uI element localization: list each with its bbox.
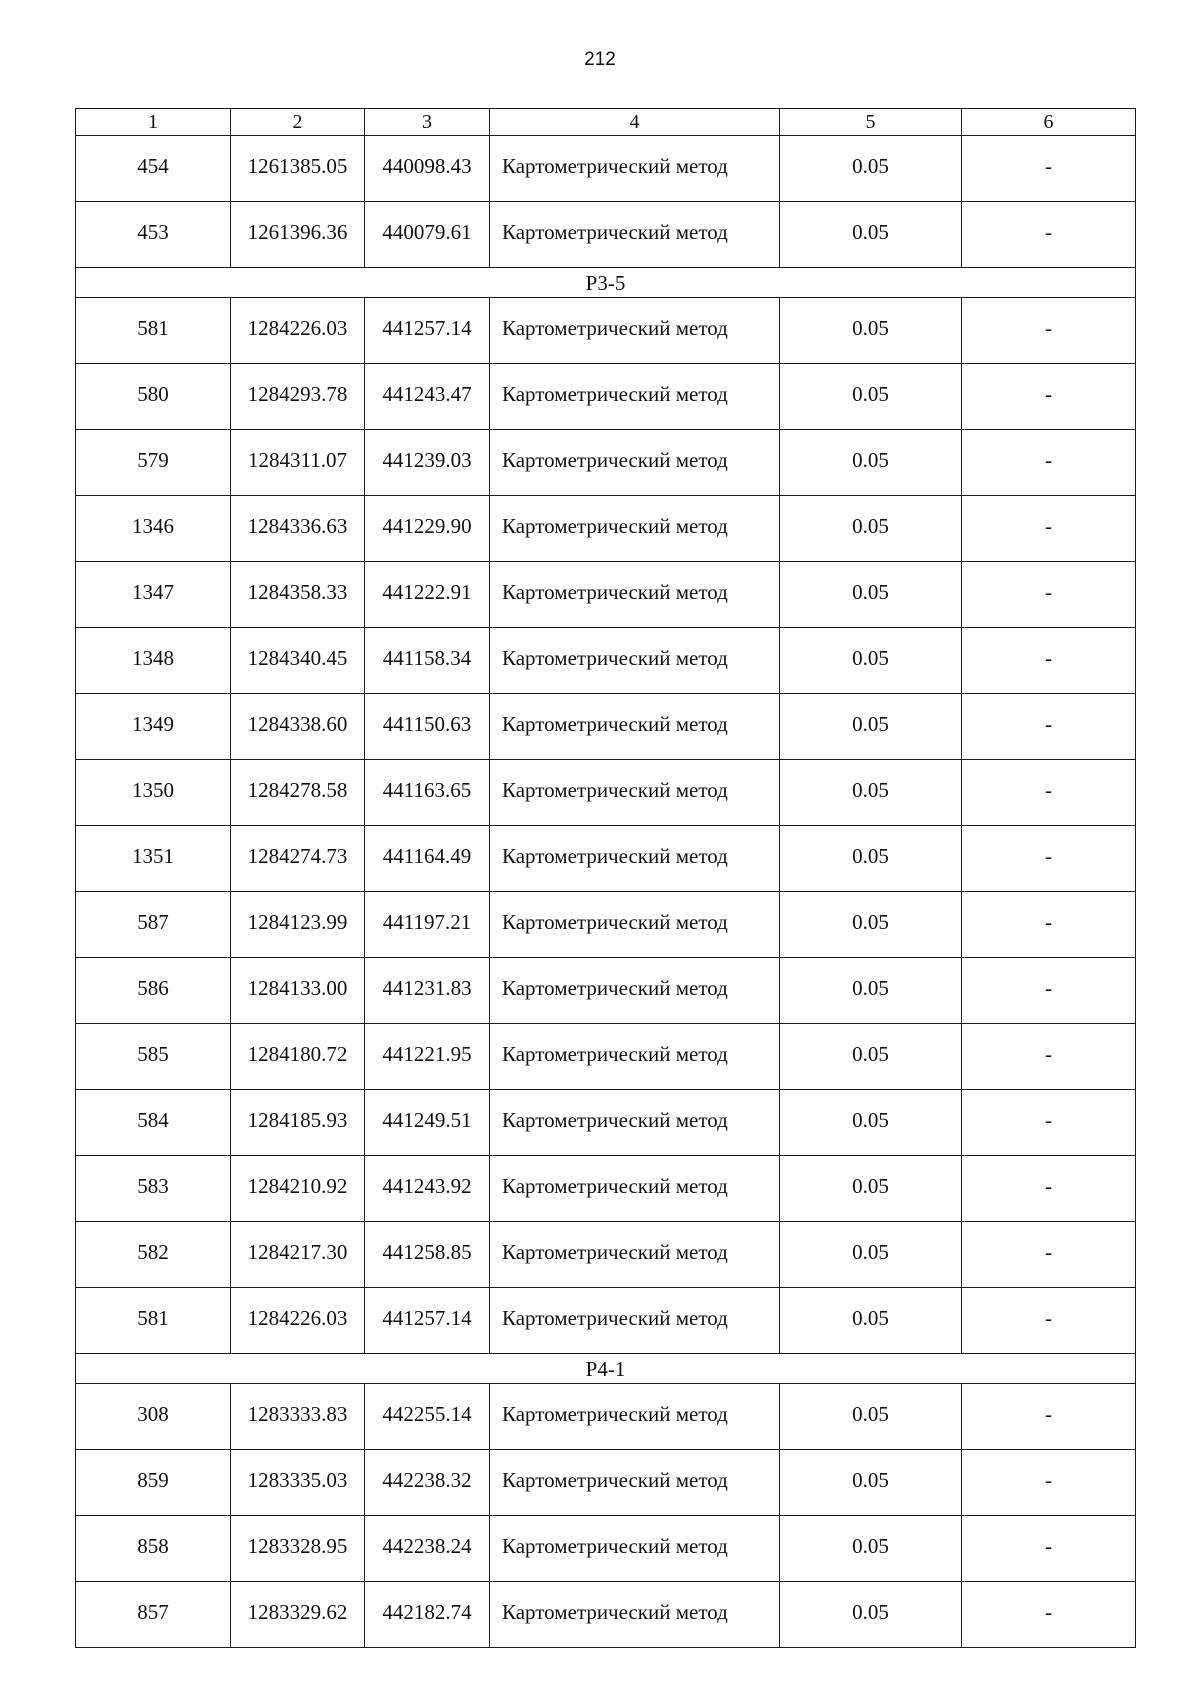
accuracy-cell: 0.05: [780, 496, 962, 562]
x-coordinate-cell: 1284338.60: [231, 694, 365, 760]
table-row: [76, 760, 1136, 826]
point-number-cell: 581: [76, 298, 231, 364]
column-header-4: 4: [490, 109, 780, 136]
method-cell: Картометрический метод: [490, 1156, 780, 1222]
y-coordinate-cell: 440098.43: [365, 136, 490, 202]
method-cell: Картометрический метод: [490, 1222, 780, 1288]
method-cell: Картометрический метод: [490, 1288, 780, 1354]
accuracy-cell: 0.05: [780, 694, 962, 760]
table-row: [76, 1582, 1136, 1648]
point-number-cell: 857: [76, 1582, 231, 1648]
point-number-cell: 1347: [76, 562, 231, 628]
x-coordinate-cell: 1284311.07: [231, 430, 365, 496]
accuracy-cell: 0.05: [780, 562, 962, 628]
table-row: [76, 496, 1136, 562]
accuracy-cell: 0.05: [780, 1288, 962, 1354]
y-coordinate-cell: 442238.32: [365, 1450, 490, 1516]
page-number: 212: [584, 49, 616, 70]
x-coordinate-cell: 1283333.83: [231, 1384, 365, 1450]
x-coordinate-cell: 1284226.03: [231, 298, 365, 364]
accuracy-cell: 0.05: [780, 892, 962, 958]
point-number-cell: 582: [76, 1222, 231, 1288]
y-coordinate-cell: 440079.61: [365, 202, 490, 268]
table-row: [76, 1156, 1136, 1222]
y-coordinate-cell: 441231.83: [365, 958, 490, 1024]
method-cell: Картометрический метод: [490, 958, 780, 1024]
table-row: [76, 694, 1136, 760]
x-coordinate-cell: 1284293.78: [231, 364, 365, 430]
y-coordinate-cell: 441221.95: [365, 1024, 490, 1090]
method-cell: Картометрический метод: [490, 1024, 780, 1090]
accuracy-cell: 0.05: [780, 202, 962, 268]
method-cell: Картометрический метод: [490, 1090, 780, 1156]
point-number-cell: 859: [76, 1450, 231, 1516]
y-coordinate-cell: 441243.47: [365, 364, 490, 430]
section-title-row: [76, 268, 1136, 298]
x-coordinate-cell: 1284358.33: [231, 562, 365, 628]
accuracy-cell: 0.05: [780, 1450, 962, 1516]
y-coordinate-cell: 442255.14: [365, 1384, 490, 1450]
y-coordinate-cell: 441257.14: [365, 298, 490, 364]
point-number-cell: 585: [76, 1024, 231, 1090]
note-cell: -: [962, 1090, 1136, 1156]
table-row: [76, 628, 1136, 694]
note-cell: -: [962, 136, 1136, 202]
method-cell: Картометрический метод: [490, 136, 780, 202]
point-number-cell: 308: [76, 1384, 231, 1450]
note-cell: -: [962, 892, 1136, 958]
method-cell: Картометрический метод: [490, 1384, 780, 1450]
column-header-5: 5: [780, 109, 962, 136]
x-coordinate-cell: 1284180.72: [231, 1024, 365, 1090]
accuracy-cell: 0.05: [780, 298, 962, 364]
accuracy-cell: 0.05: [780, 430, 962, 496]
accuracy-cell: 0.05: [780, 628, 962, 694]
accuracy-cell: 0.05: [780, 364, 962, 430]
note-cell: -: [962, 364, 1136, 430]
y-coordinate-cell: 441150.63: [365, 694, 490, 760]
method-cell: Картометрический метод: [490, 430, 780, 496]
note-cell: -: [962, 1156, 1136, 1222]
method-cell: Картометрический метод: [490, 496, 780, 562]
point-number-cell: 581: [76, 1288, 231, 1354]
y-coordinate-cell: 441257.14: [365, 1288, 490, 1354]
accuracy-cell: 0.05: [780, 136, 962, 202]
accuracy-cell: 0.05: [780, 760, 962, 826]
table-row: [76, 1288, 1136, 1354]
note-cell: -: [962, 1384, 1136, 1450]
x-coordinate-cell: 1284133.00: [231, 958, 365, 1024]
note-cell: -: [962, 202, 1136, 268]
table-row: [76, 1024, 1136, 1090]
y-coordinate-cell: 441164.49: [365, 826, 490, 892]
note-cell: -: [962, 826, 1136, 892]
method-cell: Картометрический метод: [490, 1450, 780, 1516]
header-row: [76, 109, 1136, 136]
point-number-cell: 454: [76, 136, 231, 202]
method-cell: Картометрический метод: [490, 1516, 780, 1582]
point-number-cell: 586: [76, 958, 231, 1024]
x-coordinate-cell: 1284274.73: [231, 826, 365, 892]
table-row: [76, 958, 1136, 1024]
point-number-cell: 1348: [76, 628, 231, 694]
method-cell: Картометрический метод: [490, 628, 780, 694]
x-coordinate-cell: 1261396.36: [231, 202, 365, 268]
x-coordinate-cell: 1284185.93: [231, 1090, 365, 1156]
method-cell: Картометрический метод: [490, 826, 780, 892]
table-row: [76, 826, 1136, 892]
y-coordinate-cell: 441158.34: [365, 628, 490, 694]
x-coordinate-cell: 1284340.45: [231, 628, 365, 694]
y-coordinate-cell: 442182.74: [365, 1582, 490, 1648]
column-header-1: 1: [76, 109, 231, 136]
y-coordinate-cell: 441243.92: [365, 1156, 490, 1222]
method-cell: Картометрический метод: [490, 202, 780, 268]
section-title: Р4-1: [76, 1354, 1136, 1384]
table-row: [76, 562, 1136, 628]
x-coordinate-cell: 1284123.99: [231, 892, 365, 958]
accuracy-cell: 0.05: [780, 1090, 962, 1156]
point-number-cell: 453: [76, 202, 231, 268]
point-number-cell: 587: [76, 892, 231, 958]
method-cell: Картометрический метод: [490, 760, 780, 826]
table-row: [76, 298, 1136, 364]
table-row: [76, 430, 1136, 496]
y-coordinate-cell: 441163.65: [365, 760, 490, 826]
column-header-3: 3: [365, 109, 490, 136]
method-cell: Картометрический метод: [490, 364, 780, 430]
y-coordinate-cell: 441197.21: [365, 892, 490, 958]
note-cell: -: [962, 1288, 1136, 1354]
accuracy-cell: 0.05: [780, 1516, 962, 1582]
accuracy-cell: 0.05: [780, 1582, 962, 1648]
accuracy-cell: 0.05: [780, 1024, 962, 1090]
accuracy-cell: 0.05: [780, 958, 962, 1024]
point-number-cell: 1346: [76, 496, 231, 562]
x-coordinate-cell: 1283335.03: [231, 1450, 365, 1516]
x-coordinate-cell: 1283329.62: [231, 1582, 365, 1648]
note-cell: -: [962, 958, 1136, 1024]
y-coordinate-cell: 441258.85: [365, 1222, 490, 1288]
y-coordinate-cell: 442238.24: [365, 1516, 490, 1582]
table-row: [76, 364, 1136, 430]
accuracy-cell: 0.05: [780, 1384, 962, 1450]
accuracy-cell: 0.05: [780, 1156, 962, 1222]
x-coordinate-cell: 1261385.05: [231, 136, 365, 202]
table-row: [76, 1090, 1136, 1156]
point-number-cell: 584: [76, 1090, 231, 1156]
accuracy-cell: 0.05: [780, 1222, 962, 1288]
point-number-cell: 1351: [76, 826, 231, 892]
column-header-6: 6: [962, 109, 1136, 136]
note-cell: -: [962, 1450, 1136, 1516]
section-title: Р3-5: [76, 268, 1136, 298]
point-number-cell: 580: [76, 364, 231, 430]
table-row: [76, 1450, 1136, 1516]
table-row: [76, 1516, 1136, 1582]
point-number-cell: 583: [76, 1156, 231, 1222]
note-cell: -: [962, 298, 1136, 364]
table-row: [76, 1222, 1136, 1288]
y-coordinate-cell: 441249.51: [365, 1090, 490, 1156]
method-cell: Картометрический метод: [490, 1582, 780, 1648]
table-row: [76, 1384, 1136, 1450]
x-coordinate-cell: 1284278.58: [231, 760, 365, 826]
method-cell: Картометрический метод: [490, 562, 780, 628]
note-cell: -: [962, 496, 1136, 562]
x-coordinate-cell: 1284217.30: [231, 1222, 365, 1288]
accuracy-cell: 0.05: [780, 826, 962, 892]
column-header-2: 2: [231, 109, 365, 136]
table-row: [76, 892, 1136, 958]
method-cell: Картометрический метод: [490, 694, 780, 760]
note-cell: -: [962, 1222, 1136, 1288]
y-coordinate-cell: 441229.90: [365, 496, 490, 562]
table-header: [76, 109, 1136, 136]
y-coordinate-cell: 441222.91: [365, 562, 490, 628]
y-coordinate-cell: 441239.03: [365, 430, 490, 496]
note-cell: -: [962, 694, 1136, 760]
point-number-cell: 858: [76, 1516, 231, 1582]
table-row: [76, 202, 1136, 268]
x-coordinate-cell: 1284210.92: [231, 1156, 365, 1222]
x-coordinate-cell: 1284336.63: [231, 496, 365, 562]
x-coordinate-cell: 1283328.95: [231, 1516, 365, 1582]
note-cell: -: [962, 1516, 1136, 1582]
note-cell: -: [962, 430, 1136, 496]
table-body: [76, 136, 1136, 1648]
point-number-cell: 1349: [76, 694, 231, 760]
note-cell: -: [962, 628, 1136, 694]
note-cell: -: [962, 562, 1136, 628]
note-cell: -: [962, 1024, 1136, 1090]
method-cell: Картометрический метод: [490, 298, 780, 364]
x-coordinate-cell: 1284226.03: [231, 1288, 365, 1354]
point-number-cell: 1350: [76, 760, 231, 826]
coordinates-table: [75, 108, 1136, 1648]
table-row: [76, 136, 1136, 202]
note-cell: -: [962, 760, 1136, 826]
method-cell: Картометрический метод: [490, 892, 780, 958]
section-title-row: [76, 1354, 1136, 1384]
note-cell: -: [962, 1582, 1136, 1648]
point-number-cell: 579: [76, 430, 231, 496]
